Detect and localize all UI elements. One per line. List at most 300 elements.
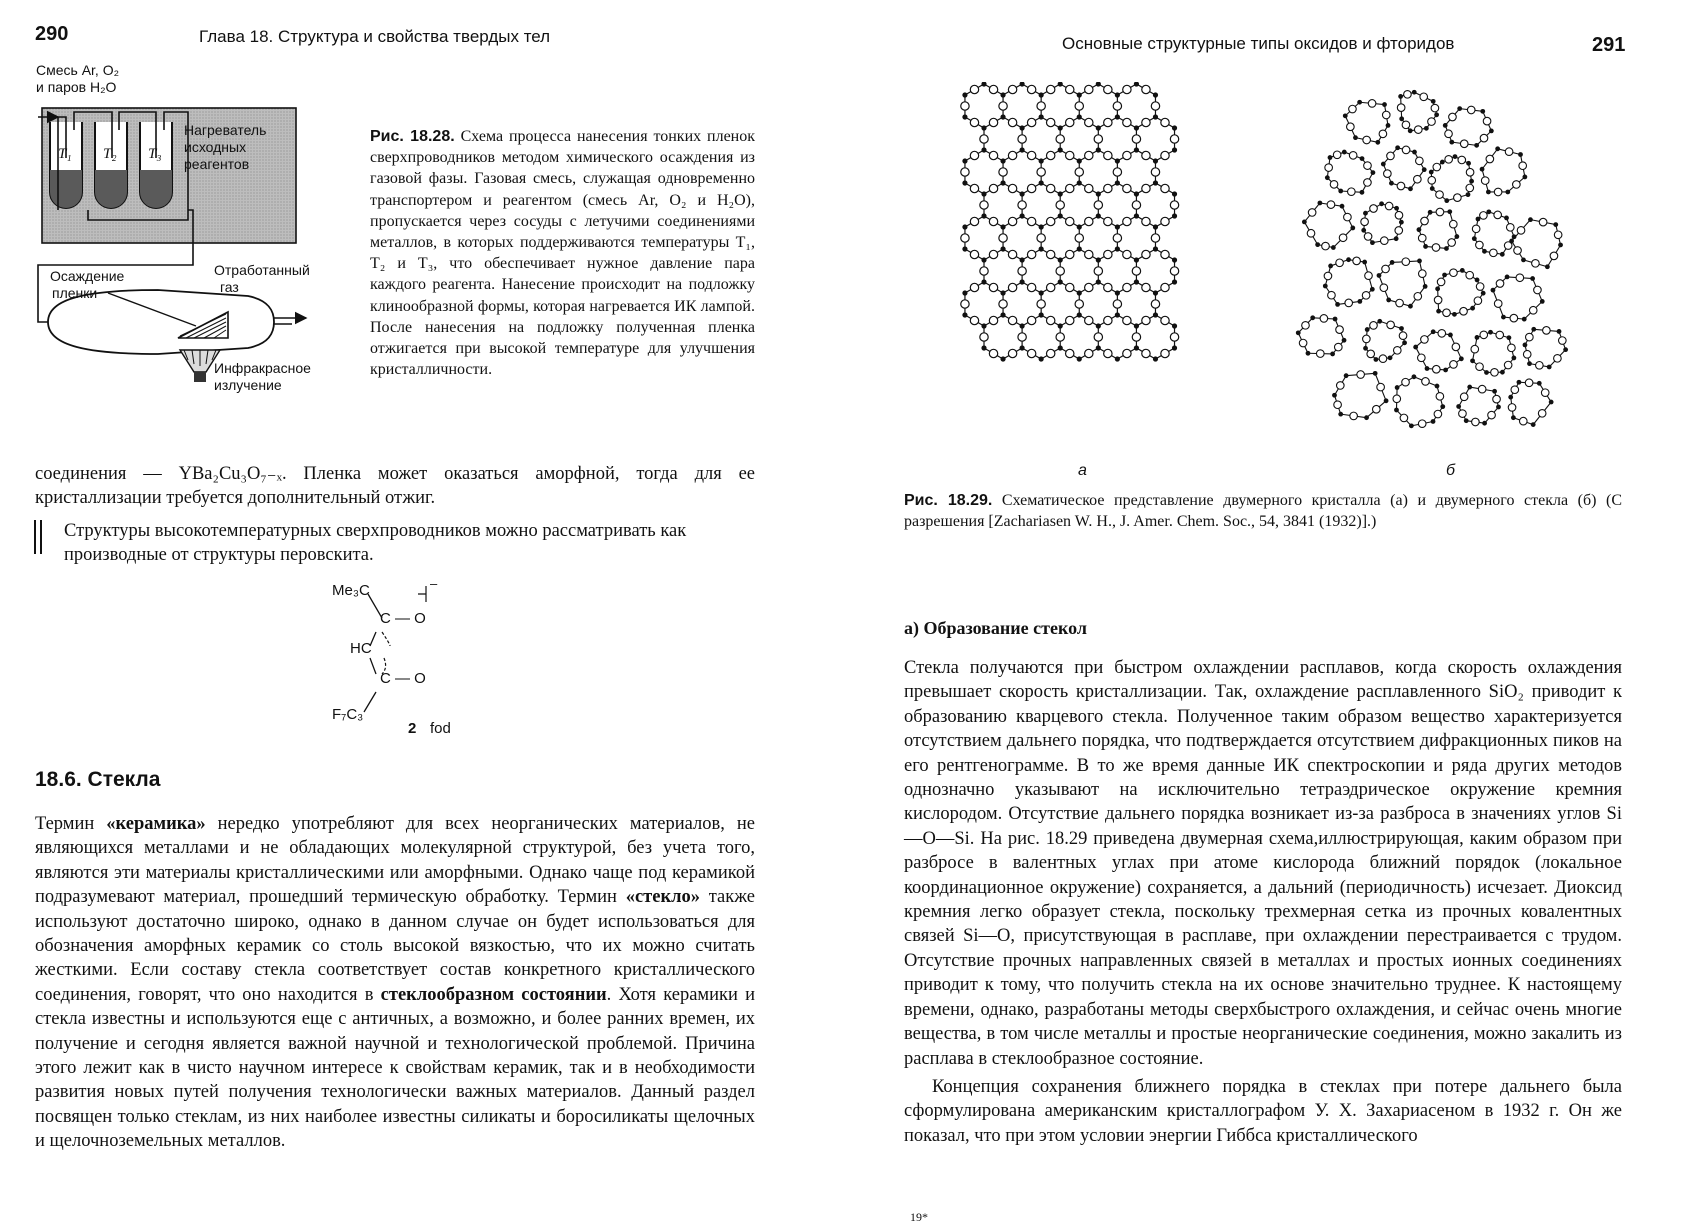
glass-silicon xyxy=(1431,419,1436,424)
crystal-oxygen xyxy=(1075,168,1083,176)
glass-silicon xyxy=(1531,327,1536,332)
glass-silicon xyxy=(1540,299,1545,304)
crystal-silicon xyxy=(1000,224,1005,229)
glass-silicon xyxy=(1563,347,1568,352)
glass-silicon xyxy=(1436,309,1441,314)
crystal-silicon xyxy=(1058,279,1063,284)
crystal-oxygen xyxy=(1046,250,1054,258)
crystal-silicon xyxy=(981,125,986,130)
glass-oxygen xyxy=(1428,176,1436,184)
glass-oxygen xyxy=(1418,234,1426,242)
crystal-silicon xyxy=(1153,290,1158,295)
crystal-silicon xyxy=(1115,114,1120,119)
crystal-oxygen xyxy=(1142,316,1150,324)
glass-silicon xyxy=(1408,304,1413,309)
crystal-oxygen xyxy=(1037,168,1045,176)
crystal-silicon xyxy=(962,158,967,163)
glass-silicon xyxy=(1398,94,1403,99)
crystal-oxygen xyxy=(1161,283,1169,291)
crystal-oxygen xyxy=(1104,85,1112,93)
glass-silicon xyxy=(1530,276,1535,281)
glass-oxygen xyxy=(1337,382,1345,390)
glass-silicon xyxy=(1335,302,1340,307)
crystal-oxygen xyxy=(1085,316,1093,324)
glass-oxygen xyxy=(1336,326,1344,334)
glass-oxygen xyxy=(1452,343,1460,351)
glass-oxygen xyxy=(1418,354,1426,362)
glass-silicon xyxy=(1389,181,1394,186)
crystal-oxygen xyxy=(1123,316,1131,324)
glass-silicon xyxy=(1531,422,1536,427)
crystal-oxygen xyxy=(1161,250,1169,258)
glass-oxygen xyxy=(1387,152,1395,160)
crystal-silicon xyxy=(1096,191,1101,196)
crystal-silicon xyxy=(981,323,986,328)
glass-oxygen xyxy=(1385,202,1393,210)
glass-oxygen xyxy=(1550,252,1558,260)
glass-oxygen xyxy=(1414,126,1422,134)
glass-oxygen xyxy=(1445,156,1453,164)
glass-silicon xyxy=(1296,330,1301,335)
crystal-oxygen xyxy=(1151,300,1159,308)
glass-silicon xyxy=(1412,90,1417,95)
glass-silicon xyxy=(1408,128,1413,133)
glass-oxygen xyxy=(1335,343,1343,351)
glass-silicon xyxy=(1417,227,1422,232)
glass-oxygen xyxy=(1334,401,1342,409)
glass-silicon xyxy=(1492,389,1497,394)
glass-silicon xyxy=(1482,249,1487,254)
crystal-oxygen xyxy=(1170,333,1178,341)
glass-oxygen xyxy=(1460,393,1468,401)
glass-silicon xyxy=(1484,370,1489,375)
glass-oxygen xyxy=(1506,224,1514,232)
glass-silicon xyxy=(1459,356,1464,361)
glass-oxygen xyxy=(1364,233,1372,241)
glass-oxygen xyxy=(1322,242,1330,250)
glass-silicon xyxy=(1521,257,1526,262)
heater-label-line3: реагентов xyxy=(184,156,266,173)
crystal-silicon xyxy=(1039,92,1044,97)
crystal-oxygen xyxy=(1123,118,1131,126)
crystal-silicon xyxy=(962,224,967,229)
glass-oxygen xyxy=(1476,283,1484,291)
glass-oxygen xyxy=(1554,355,1562,363)
glass-oxygen xyxy=(1476,241,1484,249)
glass-oxygen xyxy=(1450,361,1458,369)
crystal-silicon xyxy=(1172,125,1177,130)
glass-oxygen xyxy=(1363,136,1371,144)
gas-mixture-label-line1: Смесь Ar, O₂ xyxy=(36,62,119,79)
glass-silicon xyxy=(1509,239,1514,244)
crystal-silicon xyxy=(1172,257,1177,262)
crystal-oxygen xyxy=(1018,201,1026,209)
t2-label: T₂ xyxy=(103,146,117,163)
crystal-oxygen xyxy=(961,168,969,176)
crystal-silicon xyxy=(1020,323,1025,328)
figure-18-28-caption-text: Схема процесса нанесения тонких пленок сверхпроводников методом химического осаждения из газовой фазы. Газовая смесь, служащая одновременно транспортером и реагентом (смесь Ar, O₂ и H₂O), пропускается через сосуды с летучими соединениями металлов, в которых поддерживаются температуры T₁, T₂ и T₃, что обеспечивает нужное давление пара каждого реагента. Нанесение происходит на подложку клинообразной формы, которая нагревается ИК лампой. После нанесения на подложку полученная пленка отжигается при высокой температуре для улучшения кристалличности. xyxy=(370,128,755,378)
crystal-oxygen xyxy=(1066,151,1074,159)
glass-oxygen xyxy=(1539,218,1547,226)
glass-silicon xyxy=(1522,317,1527,322)
crystal-oxygen xyxy=(1104,283,1112,291)
glass-silicon xyxy=(1553,222,1558,227)
glass-silicon xyxy=(1361,228,1366,233)
glass-oxygen xyxy=(1472,418,1480,426)
crystal-silicon xyxy=(981,279,986,284)
glass-silicon xyxy=(1452,312,1457,317)
glass-oxygen xyxy=(1370,322,1378,330)
glass-oxygen xyxy=(1504,361,1512,369)
crystal-oxygen xyxy=(1046,184,1054,192)
crystal-silicon xyxy=(981,147,986,152)
glass-silicon xyxy=(1466,192,1471,197)
glass-oxygen xyxy=(1476,363,1484,371)
crystal-silicon xyxy=(1153,158,1158,163)
glass-silicon xyxy=(1333,317,1338,322)
crystal-silicon xyxy=(1134,345,1139,350)
crystal-oxygen xyxy=(1113,102,1121,110)
note-rule-2 xyxy=(40,520,42,554)
crystal-oxygen xyxy=(1056,135,1064,143)
glass-silicon xyxy=(1431,99,1436,104)
glass-oxygen xyxy=(1510,314,1518,322)
glass-oxygen xyxy=(1395,227,1403,235)
glass-silicon xyxy=(1412,374,1417,379)
glass-silicon xyxy=(1505,190,1510,195)
glass-oxygen xyxy=(1368,100,1376,108)
crystal-silicon xyxy=(1000,92,1005,97)
crystal-silicon xyxy=(1153,356,1158,361)
glass-silicon xyxy=(1449,140,1454,145)
glass-silicon xyxy=(1491,288,1496,293)
glass-silicon xyxy=(1447,209,1452,214)
glass-oxygen xyxy=(1402,378,1410,386)
crystal-silicon xyxy=(1134,279,1139,284)
glass-silicon xyxy=(1342,150,1347,155)
left-running-head: Глава 18. Структура и свойства твердых тел xyxy=(199,27,550,47)
crystal-silicon xyxy=(962,180,967,185)
glass-oxygen xyxy=(1363,335,1371,343)
glass-silicon xyxy=(1480,109,1485,114)
crystal-oxygen xyxy=(1104,151,1112,159)
glass-silicon xyxy=(1394,408,1399,413)
glass-oxygen xyxy=(1433,163,1441,171)
crystal-silicon xyxy=(1134,147,1139,152)
crystal-oxygen xyxy=(1170,135,1178,143)
glass-oxygen xyxy=(1449,113,1457,121)
glass-silicon xyxy=(1507,335,1512,340)
glass-silicon xyxy=(1469,179,1474,184)
crystal-oxygen xyxy=(1046,217,1054,225)
crystal-silicon xyxy=(1115,180,1120,185)
glass-oxygen xyxy=(1353,257,1361,265)
glass-oxygen xyxy=(1419,270,1427,278)
crystal-silicon xyxy=(1077,114,1082,119)
crystal-oxygen xyxy=(1018,267,1026,275)
glass-silicon xyxy=(1338,412,1343,417)
glass-oxygen xyxy=(1364,179,1372,187)
glass-oxygen xyxy=(1302,322,1310,330)
glass-silicon xyxy=(1430,186,1435,191)
glass-silicon xyxy=(1474,143,1479,148)
boxed-note: Структуры высокотемпературных сверхпроводников можно рассматривать как производные от структуры перовскита. xyxy=(64,519,756,567)
crystal-oxygen xyxy=(1123,250,1131,258)
glass-oxygen xyxy=(1384,170,1392,178)
right-body xyxy=(904,656,1622,1148)
crystal-oxygen xyxy=(1132,267,1140,275)
glass-oxygen xyxy=(1448,239,1456,247)
fod-name: fod xyxy=(430,720,451,737)
crystal-oxygen xyxy=(1027,151,1035,159)
crystal-oxygen xyxy=(1094,135,1102,143)
crystal-oxygen xyxy=(1008,151,1016,159)
glass-silicon xyxy=(1350,226,1355,231)
crystal-silicon xyxy=(1134,125,1139,130)
crystal-oxygen xyxy=(1094,267,1102,275)
glass-oxygen xyxy=(1508,344,1516,352)
crystal-silicon xyxy=(1058,213,1063,218)
figure-18-28-caption xyxy=(370,126,755,380)
glass-oxygen xyxy=(1538,410,1546,418)
crystal-silicon xyxy=(1153,180,1158,185)
glass-oxygen xyxy=(1382,265,1390,273)
glass-silicon xyxy=(1444,198,1449,203)
heater-label-line1: Нагреватель xyxy=(184,122,266,139)
glass-oxygen xyxy=(1478,385,1486,393)
crystal-oxygen xyxy=(999,168,1007,176)
crystal-silicon xyxy=(1020,125,1025,130)
glass-silicon xyxy=(1395,145,1400,150)
glass-oxygen xyxy=(1511,386,1519,394)
glass-silicon xyxy=(1558,243,1563,248)
glass-oxygen xyxy=(1393,347,1401,355)
glass-oxygen xyxy=(1395,211,1403,219)
glass-oxygen xyxy=(1559,337,1567,345)
infrared-label-line2: излучение xyxy=(214,377,311,394)
glass-oxygen xyxy=(1508,404,1516,412)
glass-silicon xyxy=(1399,326,1404,331)
crystal-oxygen xyxy=(1151,234,1159,242)
glass-silicon xyxy=(1424,126,1429,131)
crystal-oxygen xyxy=(970,217,978,225)
crystal-silicon xyxy=(1020,279,1025,284)
crystal-oxygen xyxy=(1085,184,1093,192)
glass-oxygen xyxy=(1364,162,1372,170)
crystal-silicon xyxy=(1115,158,1120,163)
glass-oxygen xyxy=(1333,151,1341,159)
glass-silicon xyxy=(1488,330,1493,335)
crystal-oxygen xyxy=(970,151,978,159)
glass-silicon xyxy=(1444,246,1449,251)
figure-label-a: а xyxy=(1078,462,1087,480)
crystal-oxygen xyxy=(1104,184,1112,192)
crystal-oxygen xyxy=(1056,333,1064,341)
reagent-tube-2 xyxy=(95,122,127,208)
glass-silicon xyxy=(1476,217,1481,222)
glass-oxygen xyxy=(1400,414,1408,422)
glass-silicon xyxy=(1475,278,1480,283)
crystal-oxygen xyxy=(1018,135,1026,143)
glass-silicon xyxy=(1511,356,1516,361)
glass-oxygen xyxy=(1380,237,1388,245)
glass-oxygen xyxy=(1421,217,1429,225)
crystal-silicon xyxy=(981,191,986,196)
glass-oxygen xyxy=(1543,327,1551,335)
crystal-oxygen xyxy=(1075,234,1083,242)
crystal-silicon xyxy=(1153,224,1158,229)
crystal-silicon xyxy=(962,92,967,97)
glass-oxygen xyxy=(1339,234,1347,242)
glass-oxygen xyxy=(1402,121,1410,129)
right-running-head: Основные структурные типы оксидов и фторидов xyxy=(1062,34,1454,54)
glass-silicon xyxy=(1402,340,1407,345)
glass-silicon xyxy=(1518,152,1523,157)
glass-oxygen xyxy=(1380,284,1388,292)
glass-oxygen xyxy=(1481,177,1489,185)
crystal-oxygen xyxy=(1123,184,1131,192)
crystal-oxygen xyxy=(989,184,997,192)
crystal-oxygen xyxy=(1142,250,1150,258)
crystal-silicon xyxy=(1000,290,1005,295)
glass-oxygen xyxy=(1421,336,1429,344)
figure-label-b: б xyxy=(1446,462,1455,480)
glass-oxygen xyxy=(1443,309,1451,317)
crystal-silicon xyxy=(981,82,986,87)
glass-silicon xyxy=(1386,123,1391,128)
crystal-silicon xyxy=(1039,312,1044,317)
crystal-oxygen xyxy=(1008,250,1016,258)
crystal-silicon xyxy=(962,312,967,317)
glass-oxygen xyxy=(1519,417,1527,425)
crystal-oxygen xyxy=(1075,300,1083,308)
crystal-oxygen xyxy=(1161,151,1169,159)
glass-oxygen xyxy=(1458,156,1466,164)
crystal-silicon xyxy=(1058,323,1063,328)
section-title: 18.6. Стекла xyxy=(35,768,160,792)
glass-network xyxy=(1288,82,1578,462)
glass-oxygen xyxy=(1436,393,1444,401)
crystal-silicon xyxy=(1077,312,1082,317)
glass-oxygen xyxy=(1438,330,1446,338)
glass-silicon xyxy=(1472,236,1477,241)
glass-oxygen xyxy=(1494,188,1502,196)
glass-oxygen xyxy=(1320,315,1328,323)
glass-silicon xyxy=(1486,190,1491,195)
glass-silicon xyxy=(1332,393,1337,398)
crystal-silicon xyxy=(1058,82,1063,87)
glass-oxygen xyxy=(1554,231,1562,239)
crystal-oxygen xyxy=(1104,217,1112,225)
glass-silicon xyxy=(1523,343,1528,348)
glass-oxygen xyxy=(1393,395,1401,403)
crystal-oxygen xyxy=(961,300,969,308)
glass-oxygen xyxy=(1402,146,1410,154)
glass-oxygen xyxy=(1365,272,1373,280)
crystal-oxygen xyxy=(961,102,969,110)
glass-oxygen xyxy=(1316,350,1324,358)
crystal-oxygen xyxy=(970,250,978,258)
glass-oxygen xyxy=(1454,194,1462,202)
glass-oxygen xyxy=(1491,369,1499,377)
crystal-oxygen xyxy=(970,316,978,324)
glass-oxygen xyxy=(1472,225,1480,233)
crystal-oxygen xyxy=(1008,349,1016,357)
glass-silicon xyxy=(1325,175,1330,180)
crystal-oxygen xyxy=(1085,151,1093,159)
crystal-silicon xyxy=(962,114,967,119)
glass-silicon xyxy=(1344,373,1349,378)
right-paragraph-2: Концепция сохранения ближнего порядка в стеклах при потере дальнего была сформулирована американским кристаллографом У. Х. Захариасеном в 1932 г. Он же показал, что при этом условии энергии Гиббса кристаллического xyxy=(904,1075,1622,1148)
glass-oxygen xyxy=(1418,420,1426,428)
glass-oxygen xyxy=(1496,331,1504,339)
crystal-oxygen xyxy=(1142,118,1150,126)
glass-silicon xyxy=(1328,155,1333,160)
t1-label: T₁ xyxy=(58,146,72,163)
glass-oxygen xyxy=(1404,91,1412,99)
glass-oxygen xyxy=(1486,155,1494,163)
glass-oxygen xyxy=(1422,378,1430,386)
crystal-silicon xyxy=(1000,180,1005,185)
glass-silicon xyxy=(1495,146,1500,151)
crystal-oxygen xyxy=(1075,102,1083,110)
crystal-oxygen xyxy=(1123,85,1131,93)
crystal-silicon xyxy=(1058,125,1063,130)
glass-oxygen xyxy=(1349,152,1357,160)
glass-oxygen xyxy=(1361,218,1369,226)
glass-oxygen xyxy=(1534,286,1542,294)
crystal-oxygen xyxy=(989,85,997,93)
glass-oxygen xyxy=(1382,111,1390,119)
glass-oxygen xyxy=(1402,258,1410,266)
crystal-silicon xyxy=(1039,158,1044,163)
glass-oxygen xyxy=(1434,410,1442,418)
glass-oxygen xyxy=(1529,306,1537,314)
glass-oxygen xyxy=(1307,229,1315,237)
glass-silicon xyxy=(1448,333,1453,338)
crystal-silicon xyxy=(1077,224,1082,229)
crystal-oxygen xyxy=(1132,201,1140,209)
glass-oxygen xyxy=(1505,148,1513,156)
crystal-oxygen xyxy=(1066,85,1074,93)
crystal-oxygen xyxy=(1123,217,1131,225)
glass-oxygen xyxy=(1399,332,1407,340)
crystal-silicon xyxy=(962,246,967,251)
crystal-oxygen xyxy=(1027,349,1035,357)
fod-number: 2 xyxy=(408,720,416,737)
fod-f7c3: F₇C₃ xyxy=(332,706,363,723)
glass-silicon xyxy=(1496,405,1501,410)
glass-oxygen xyxy=(1299,339,1307,347)
glass-silicon xyxy=(1342,338,1347,343)
crystal-silicon xyxy=(1172,323,1177,328)
figure-18-29b-glass xyxy=(1288,82,1578,462)
glass-oxygen xyxy=(1480,331,1488,339)
crystal-silicon xyxy=(1115,290,1120,295)
glass-silicon xyxy=(1545,264,1550,269)
crystal-oxygen xyxy=(1104,250,1112,258)
glass-silicon xyxy=(1306,351,1311,356)
crystal-silicon xyxy=(1058,257,1063,262)
glass-oxygen xyxy=(1344,213,1352,221)
crystal-silicon xyxy=(1096,213,1101,218)
glass-oxygen xyxy=(1327,201,1335,209)
exhaust-label-line2: газ xyxy=(214,279,310,296)
crystal-silicon xyxy=(1077,356,1082,361)
crystal-oxygen xyxy=(1008,283,1016,291)
intro-text: соединения — YBa₂Cu₃O₇₋ₓ. Пленка может оказаться аморфной, тогда для ее кристаллизации требуется дополнительный отжиг. xyxy=(35,462,755,511)
glass-oxygen xyxy=(1532,260,1540,268)
